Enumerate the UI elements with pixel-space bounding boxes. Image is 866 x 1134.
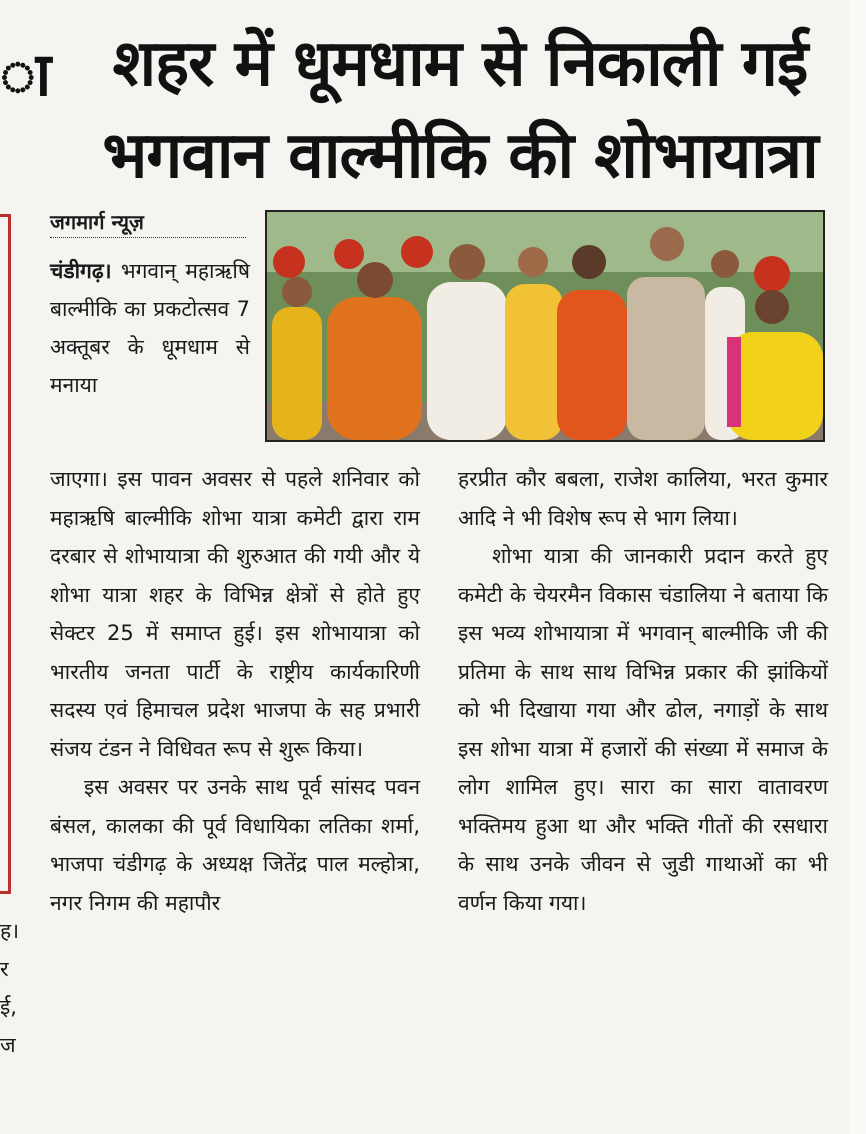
- fragment-line: ज: [0, 1033, 16, 1057]
- fragment-line: र्ई,: [0, 995, 17, 1019]
- adjacent-article-fragment: ा: [0, 40, 52, 110]
- paragraph: जाएगा। इस पावन अवसर से पहले शनिवार को महाऋषि बाल्मीकि शोभा यात्रा कमेटी द्वारा राम दरबार से शोभायात्रा की शुरुआत की गयी और ये शोभा यात्रा शहर के विभिन्न क्षेत्रों से होते हुए सेक्टर 25 में समाप्त हुई। इस शोभायात्रा को भारतीय जनता पार्टी के राष्ट्रीय कार्यकारिणी सदस्य एवं हिमाचल प्रदेश भाजपा के सह प्रभारी संजय टंडन ने विधिवत रूप से शुरू किया।: [50, 467, 420, 761]
- headline-line-2: भगवान वाल्मीकि की शोभायात्रा: [102, 119, 818, 193]
- event-photo: [265, 210, 825, 442]
- paragraph: शोभा यात्रा की जानकारी प्रदान करते हुए कमेटी के चेयरमैन विकास चंडालिया ने बताया कि इस भव्य शोभायात्रा में भगवान् बाल्मीकि जी की प्रतिमा के साथ साथ विभिन्न प्रकार की झांकियों को भी दिखाया गया और ढोल, नगाड़ों के साथ इस शोभा यात्रा में हजारों की संख्या में समाज के लोग शामिल हुए। सारा का सारा वातावरण भक्तिमय हुआ था और भक्ति गीतों की रसधारा के साथ उनके जीवन से जुडी गाथाओं का भी वर्णन किया गया।: [458, 544, 828, 915]
- lead-paragraph: [50, 252, 250, 404]
- headline-line-1: शहर में धूमधाम से निकाली गई: [112, 27, 808, 101]
- paragraph: इस अवसर पर उनके साथ पूर्व सांसद पवन बंसल, कालका की पूर्व विधायिका लतिका शर्मा, भाजपा चंडीगढ़ के अध्यक्ष जितेंद्र पाल मल्होत्रा, नगर निगम की महापौर: [50, 775, 420, 915]
- page-edge: [850, 0, 866, 1134]
- article-column-1: [50, 460, 420, 922]
- fragment-line: र: [0, 957, 9, 981]
- paragraph: हरप्रीत कौर बबला, राजेश कालिया, भरत कुमार आदि ने भी विशेष रूप से भाग लिया।: [458, 467, 828, 530]
- byline: जगमार्ग न्यूज़: [50, 208, 246, 238]
- lead-text: भगवान् महाऋषि बाल्मीकि का प्रकटोत्सव 7 अक्तूबर के धूमधाम से मनाया: [50, 259, 250, 397]
- article-column-2: [458, 460, 828, 922]
- dateline: चंडीगढ़।: [50, 259, 112, 283]
- column-rule-bottom: [0, 891, 11, 894]
- headline: [70, 18, 850, 202]
- adjacent-text-fragments: [0, 912, 20, 1064]
- fragment-line: ह।: [0, 919, 20, 943]
- column-rule: [8, 214, 11, 894]
